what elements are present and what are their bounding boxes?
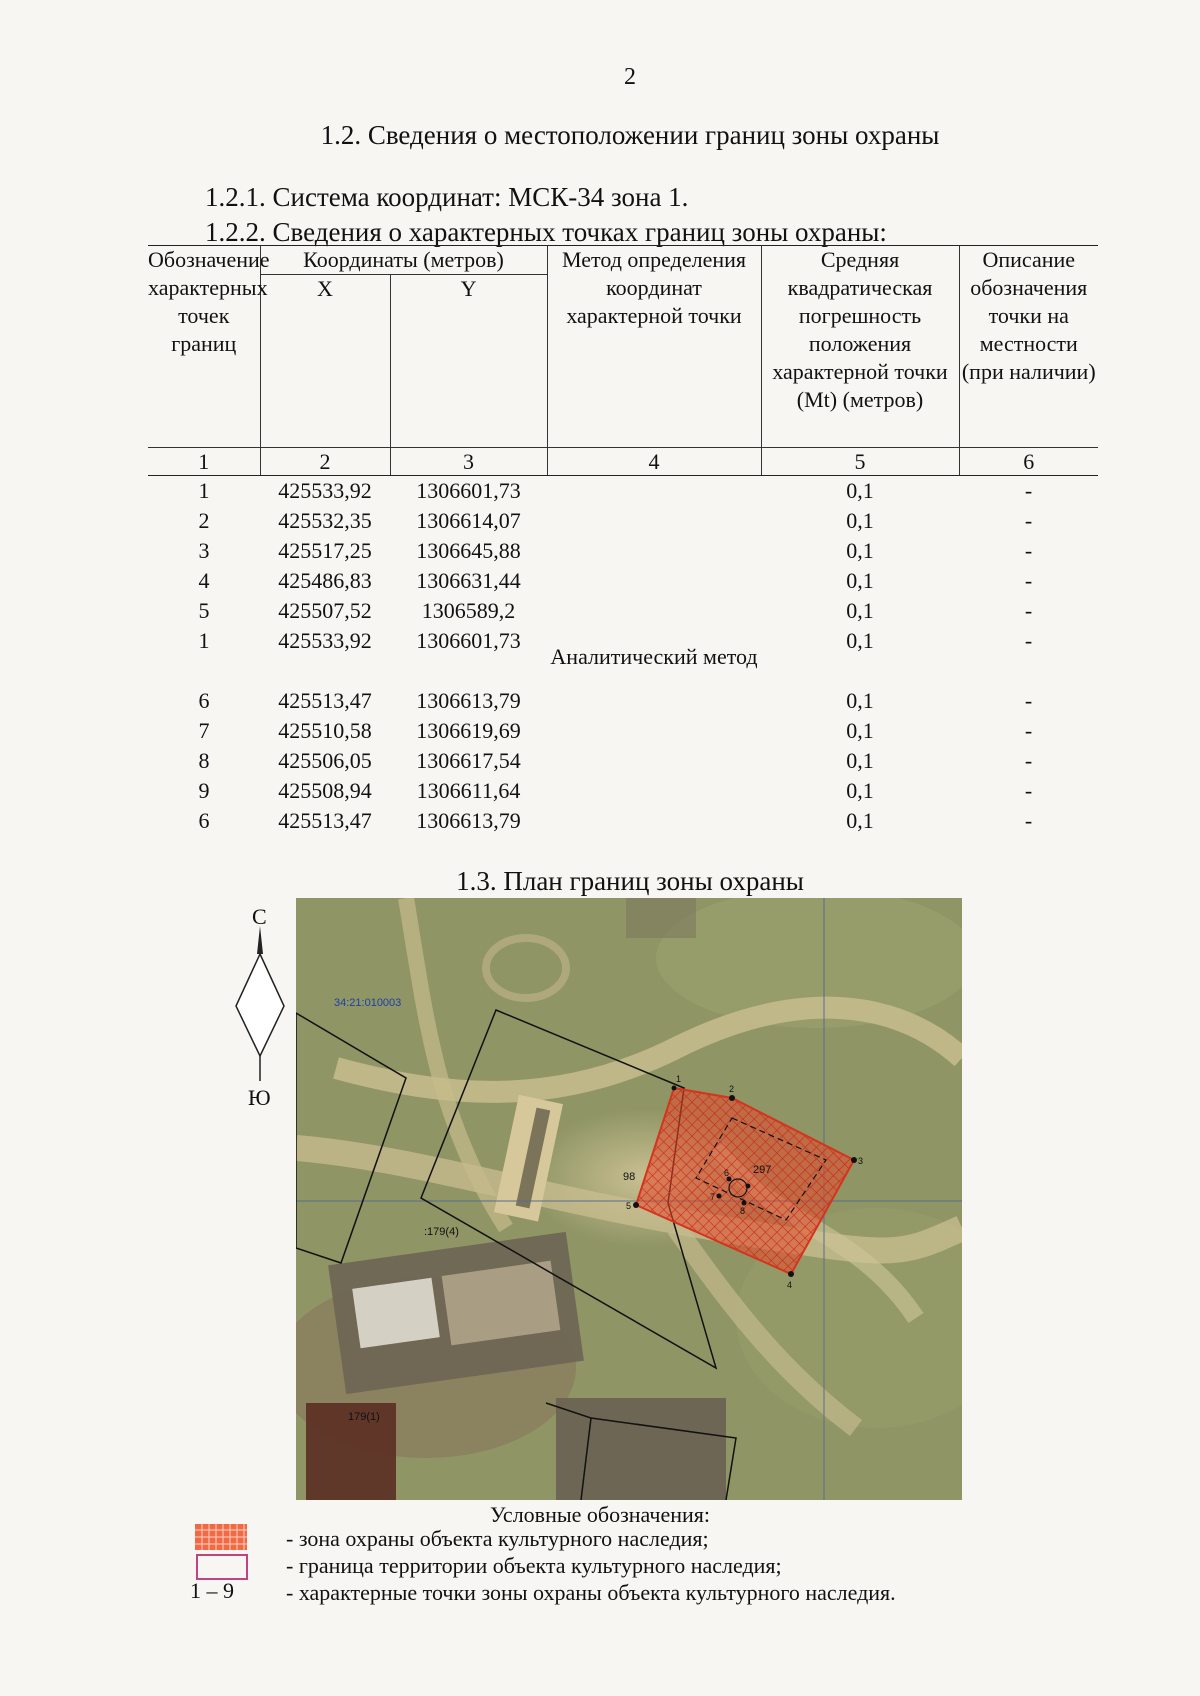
page-number: 2 [624, 64, 636, 90]
compass-icon [232, 906, 288, 1086]
cell-point: 3 [198, 538, 210, 563]
cell-desc: - [1024, 748, 1033, 773]
cell-desc: - [1024, 628, 1033, 653]
cell-point: 9 [198, 778, 210, 803]
header-point-designation: Обозначение характерных точек границ [148, 246, 260, 448]
col-number: 4 [547, 448, 761, 476]
cell-error: 0,1 [846, 598, 874, 623]
cell-x: 425507,52 [278, 598, 372, 623]
header-y: Y [390, 275, 547, 448]
cell-error: 0,1 [846, 778, 874, 803]
zone-swatch-icon [195, 1524, 247, 1550]
header-error: Средняя квадратическая погрешность положения характерной точки (Mt) (метров) [761, 246, 959, 448]
cell-y: 1306614,07 [416, 508, 521, 533]
compass-south-label: Ю [248, 1085, 271, 1110]
cell-x: 425486,83 [278, 568, 372, 593]
cell-x: 425532,35 [278, 508, 372, 533]
coordinate-system-line: 1.2.1. Система координат: МСК-34 зона 1. [205, 182, 689, 212]
cell-desc: - [1024, 508, 1033, 533]
cell-point: 4 [198, 568, 210, 593]
point-label: 3 [858, 1156, 864, 1166]
header-coordinates: Координаты (метров) [260, 246, 547, 275]
cell-error: 0,1 [846, 568, 874, 593]
cell-method: Аналитический метод [550, 643, 758, 669]
header-description: Описание обозначения точки на местности (при наличии) [959, 246, 1098, 448]
legend-title: Условные обозначения: [490, 1502, 711, 1527]
cell-desc: - [1024, 478, 1033, 503]
cell-error: 0,1 [846, 688, 874, 713]
section-title-boundaries: 1.2. Сведения о местоположении границ зоны охраны [320, 120, 940, 150]
point-label: 1 [676, 1074, 682, 1084]
cell-y: 1306619,69 [416, 718, 521, 743]
point-label: 6 [724, 1168, 730, 1178]
cell-y: 1306645,88 [416, 538, 521, 563]
point-label: 8 [740, 1206, 746, 1216]
cell-error: 0,1 [846, 628, 874, 653]
cell-desc: - [1024, 538, 1033, 563]
cell-y: 1306613,79 [416, 808, 521, 833]
point-label: 7 [710, 1192, 716, 1202]
col-number: 2 [260, 448, 390, 476]
cell-error: 0,1 [846, 508, 874, 533]
plot-number-label: 297 [753, 1164, 772, 1176]
cell-x: 425517,25 [278, 538, 372, 563]
cell-desc: - [1024, 568, 1033, 593]
cell-y: 1306631,44 [416, 568, 521, 593]
cell-point: 1 [198, 478, 210, 503]
cell-x: 425513,47 [278, 688, 372, 713]
cell-y: 1306589,2 [421, 598, 516, 623]
points-heading: 1.2.2. Сведения о характерных точках границ зоны охраны: [205, 217, 887, 247]
cell-x: 425533,92 [278, 478, 372, 503]
cell-point: 2 [198, 508, 210, 533]
col-number: 5 [761, 448, 959, 476]
cadastral-number-label: 34:21:010003 [334, 997, 402, 1009]
section-title-plan: 1.3. План границ зоны охраны [456, 866, 804, 896]
cell-point: 1 [198, 628, 210, 653]
cell-y: 1306601,73 [416, 628, 521, 653]
legend-border-text: - граница территории объекта культурного наследия; [286, 1553, 782, 1578]
cell-error: 0,1 [846, 718, 874, 743]
cell-point: 5 [198, 598, 210, 623]
col-number: 3 [390, 448, 547, 476]
col-number: 1 [148, 448, 260, 476]
cell-desc: - [1024, 808, 1033, 833]
legend-points-range: 1 – 9 [190, 1578, 234, 1603]
point-label: 2 [729, 1084, 735, 1094]
boundary-plan-map [296, 898, 962, 1500]
cell-point: 7 [198, 718, 210, 743]
cell-x: 425513,47 [278, 808, 372, 833]
cell-point: 6 [198, 808, 210, 833]
cell-point: 6 [198, 688, 210, 713]
cell-desc: - [1024, 598, 1033, 623]
point-label: 5 [626, 1201, 632, 1211]
cell-x: 425506,05 [278, 748, 372, 773]
header-x: X [260, 275, 390, 448]
cell-desc: - [1024, 778, 1033, 803]
cell-error: 0,1 [846, 538, 874, 563]
parcel-label: :179(4) [424, 1226, 459, 1238]
cell-x: 425533,92 [278, 628, 372, 653]
cell-y: 1306611,64 [416, 778, 521, 803]
header-method: Метод определения координат характерной точки [547, 246, 761, 448]
cell-y: 1306601,73 [416, 478, 521, 503]
cell-error: 0,1 [846, 808, 874, 833]
cell-desc: - [1024, 688, 1033, 713]
parcel-label: 179(1) [348, 1411, 380, 1423]
cell-y: 1306613,79 [416, 688, 521, 713]
cell-error: 0,1 [846, 478, 874, 503]
border-swatch-icon [196, 1554, 248, 1580]
legend-points-text: - характерные точки зоны охраны объекта культурного наследия. [286, 1580, 896, 1605]
cell-desc: - [1024, 718, 1033, 743]
legend-zone-text: - зона охраны объекта культурного наследия; [286, 1526, 709, 1551]
cell-x: 425508,94 [278, 778, 372, 803]
compass-north-label: С [252, 904, 267, 929]
points-table [148, 245, 1098, 836]
cell-error: 0,1 [846, 748, 874, 773]
cell-x: 425510,58 [278, 718, 372, 743]
cell-point: 8 [198, 748, 210, 773]
cell-y: 1306617,54 [416, 748, 521, 773]
col-number: 6 [959, 448, 1098, 476]
point-label: 4 [787, 1280, 793, 1290]
table-row [148, 476, 1098, 507]
map-label: 98 [623, 1171, 636, 1183]
